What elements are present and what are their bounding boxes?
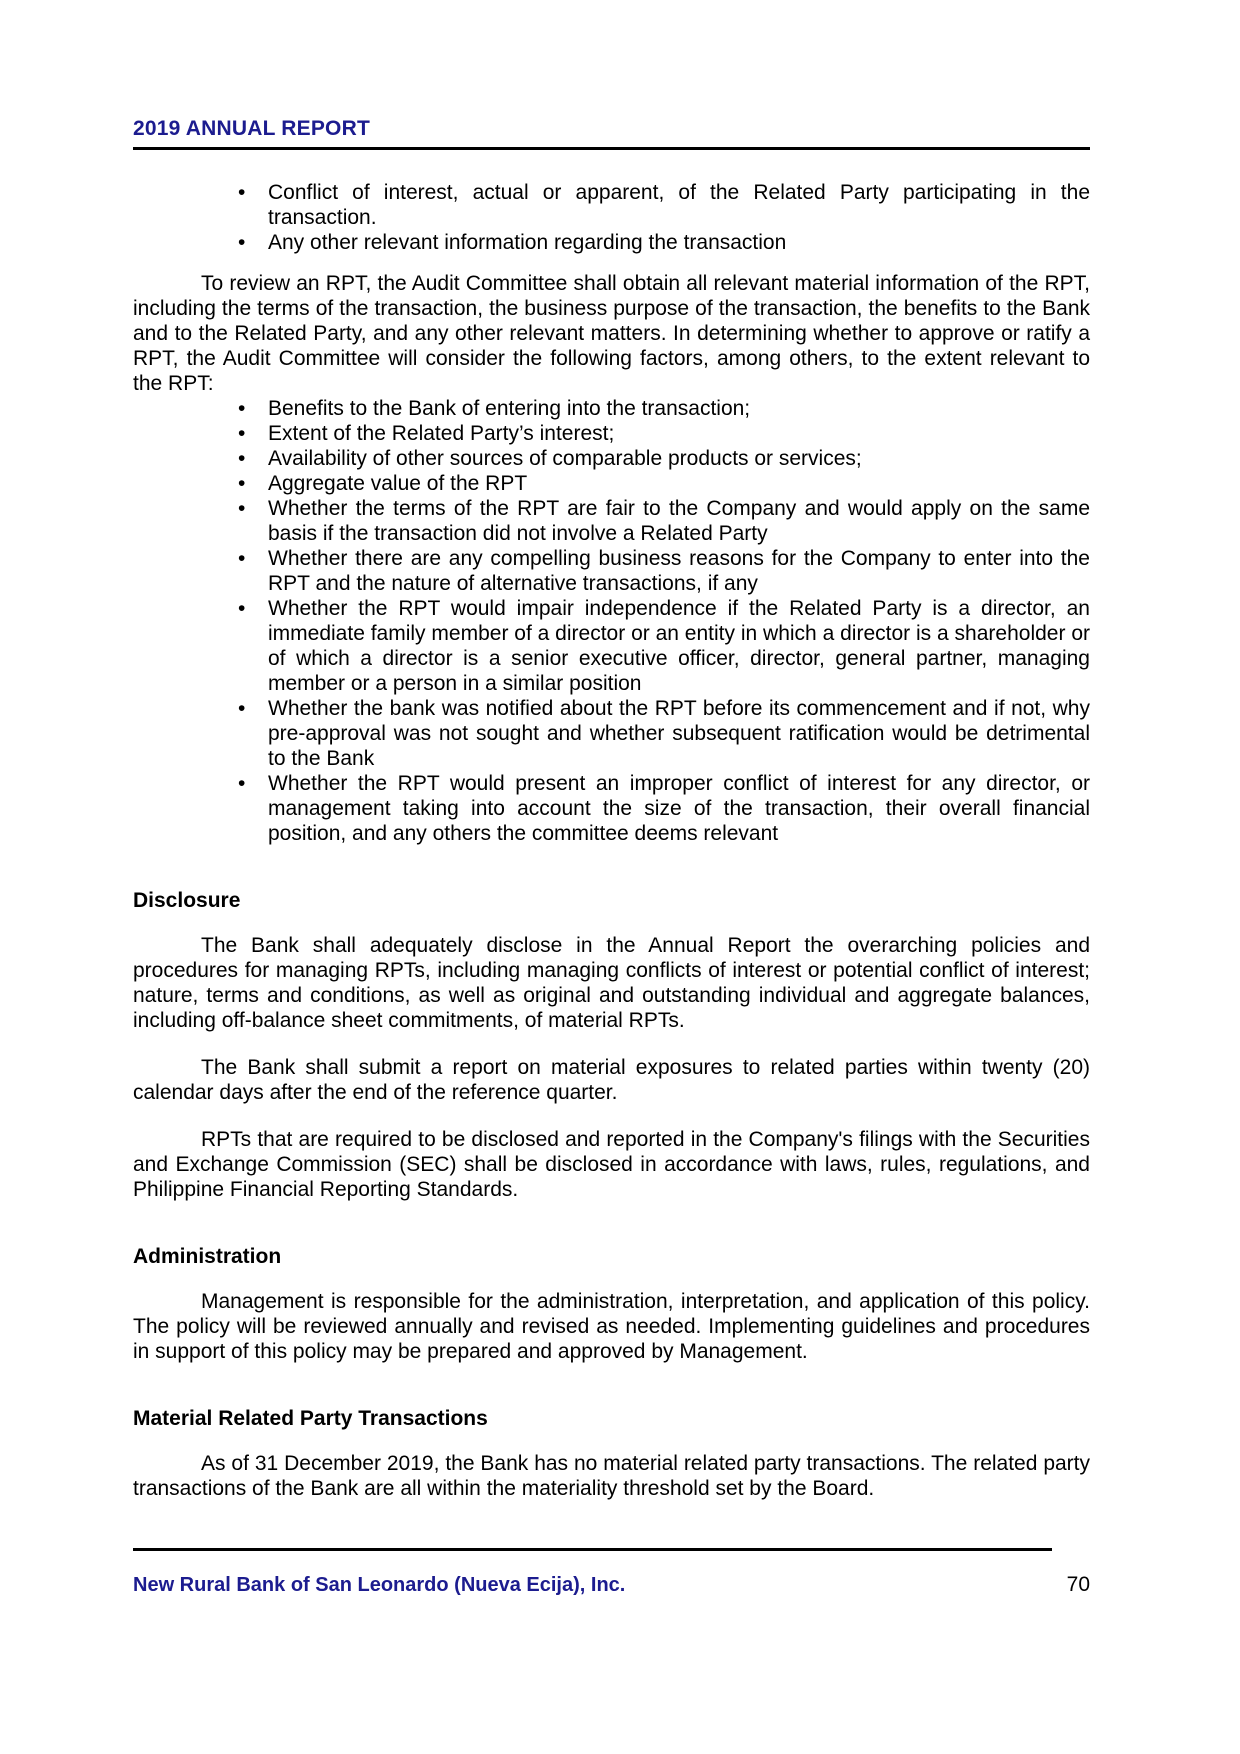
paragraph: The Bank shall adequately disclose in the Annual Report the overarching policies and procedures for managing RPTs, including managing conflicts of interest or potential conflict of interest; nature, terms and conditions, as well as original and outstanding individual and aggregate balances, including off-balance sheet commitments, of material RPTs. [133,934,1090,1032]
page-content [133,0,1090,1501]
bullet-marker-icon: • [238,422,246,445]
bullet-text: Whether the RPT would present an improper conflict of interest for any director, or management taking into account the size of the transaction, their overall financial position, and any others the committee deems relevant [268,772,1090,845]
bullet-text: Whether there are any compelling business reasons for the Company to enter into the RPT and the nature of alternative transactions, if any [268,547,1090,595]
section-heading-material-rpt: Material Related Party Transactions [133,1407,488,1430]
list-item [133,546,1090,596]
page-number: 70 [1066,1573,1090,1596]
bullet-marker-icon: • [238,181,246,204]
review-paragraph: To review an RPT, the Audit Committee shall obtain all relevant material information of the RPT, including the terms of the transaction, the business purpose of the transaction, the benefits to the Bank and to the Related Party, and any other relevant matters. In determining whether to approve or ratify a RPT, the Audit Committee will consider the following factors, among others, to the extent relevant to the RPT: [133,272,1090,395]
page-footer [133,1548,1090,1597]
header-divider [133,147,1090,150]
list-item [133,471,1090,496]
paragraph: Management is responsible for the administration, interpretation, and application of this policy. The policy will be reviewed annually and revised as needed. Implementing guidelines and procedures in support of this policy may be prepared and approved by Management. [133,1290,1090,1363]
list-item [133,596,1090,696]
footer-company-name: New Rural Bank of San Leonardo (Nueva Ecija), Inc. [133,1574,626,1596]
bullet-marker-icon: • [238,397,246,420]
bullet-marker-icon: • [238,231,246,254]
list-item [133,396,1090,421]
bullet-text: Availability of other sources of comparable products or services; [268,447,862,470]
list-item [133,496,1090,546]
bullet-marker-icon: • [238,547,246,570]
bullet-text: Whether the RPT would impair independence if the Related Party is a director, an immediate family member of a director or an entity in which a director is a shareholder or of which a director is a senior executive officer, director, general partner, managing member or a person in a similar position [268,597,1090,695]
bullet-marker-icon: • [238,472,246,495]
list-item [133,771,1090,846]
bullet-marker-icon: • [238,447,246,470]
list-item [133,696,1090,771]
paragraph: RPTs that are required to be disclosed and reported in the Company's filings with the Securities and Exchange Commission (SEC) shall be disclosed in accordance with laws, rules, regulations, and Philippine Financial Reporting Standards. [133,1128,1090,1201]
bullet-text: Any other relevant information regarding the transaction [268,231,787,254]
list-item [133,421,1090,446]
intro-bullet-list [133,180,1090,255]
bullet-text: Benefits to the Bank of entering into the transaction; [268,397,751,420]
section-heading-disclosure: Disclosure [133,889,241,912]
list-item [133,180,1090,230]
page-title: 2019 ANNUAL REPORT [133,117,370,140]
bullet-text: Extent of the Related Party’s interest; [268,422,615,445]
footer-divider [133,1548,1052,1551]
bullet-text: Aggregate value of the RPT [268,472,528,495]
bullet-text: Whether the bank was notified about the RPT before its commencement and if not, why pre-approval was not sought and whether subsequent ratification would be detrimental to the Bank [268,697,1090,770]
bullet-marker-icon: • [238,772,246,795]
bullet-marker-icon: • [238,697,246,720]
bullet-marker-icon: • [238,597,246,620]
paragraph: As of 31 December 2019, the Bank has no material related party transactions. The related party transactions of the Bank are all within the materiality threshold set by the Board. [133,1452,1090,1500]
paragraph: The Bank shall submit a report on material exposures to related parties within twenty (20) calendar days after the end of the reference quarter. [133,1056,1090,1104]
bullet-text: Whether the terms of the RPT are fair to the Company and would apply on the same basis if the transaction did not involve a Related Party [268,497,1090,545]
list-item [133,230,1090,255]
list-item [133,446,1090,471]
footer-row [133,1573,1090,1597]
section-heading-administration: Administration [133,1245,282,1268]
bullet-marker-icon: • [238,497,246,520]
factor-bullet-list [133,396,1090,846]
bullet-text: Conflict of interest, actual or apparent, of the Related Party participating in the transaction. [268,181,1090,229]
